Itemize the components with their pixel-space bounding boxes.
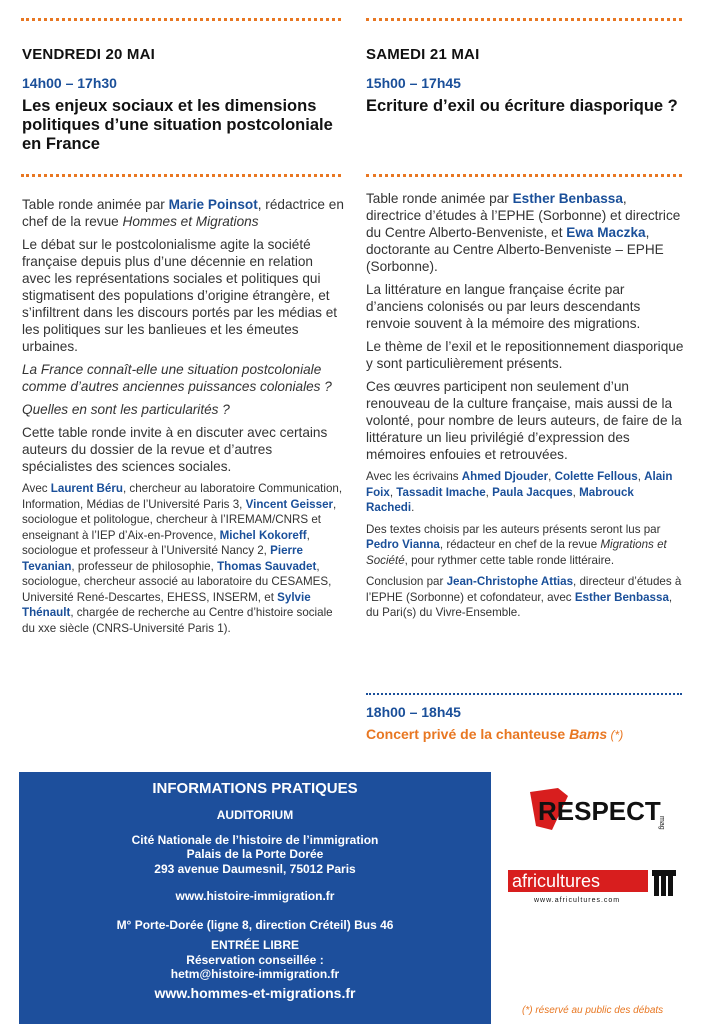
friday-question-2: Quelles en sont les particularités ? (22, 402, 230, 417)
info-address-2: Palais de la Porte Dorée (186, 847, 324, 861)
host-name: Ewa Maczka (566, 225, 646, 240)
mid-divider-left (21, 174, 341, 177)
info-website-link[interactable]: www.histoire-immigration.fr (175, 889, 335, 903)
saturday-paragraph-1: La littérature en langue française écrite par d’anciens colonisés ou par leurs descendants renvoie souvent à la mémoire des migrations. (366, 282, 641, 331)
info-website-2-link[interactable]: www.hommes-et-migrations.fr (154, 984, 356, 1001)
concert-title: Concert privé de la chanteuse Bams (*) (366, 726, 624, 742)
friday-question-1: La France connaît-elle une situation postcoloniale comme d’autres anciennes puissances coloniales ? (22, 362, 332, 394)
friday-intro: Table ronde animée par Marie Poinsot, rédactrice en chef de la revue Hommes et Migrations (22, 197, 344, 229)
info-address-3: 293 avenue Daumesnil, 75012 Paris (154, 861, 356, 876)
saturday-day: SAMEDI 21 MAI (366, 46, 480, 63)
speaker-name: Pierre Tevanian (22, 544, 303, 573)
saturday-paragraph-2: Le thème de l’exil et le repositionnement diasporique y sont particulièrement présents. (366, 339, 684, 371)
top-divider-right (366, 18, 682, 21)
host-name: Esther Benbassa (512, 191, 623, 206)
practical-info-box (19, 772, 491, 1024)
info-booking: Réservation conseillée : (186, 952, 324, 967)
respect-logo (528, 786, 670, 832)
svg-text:www.africultures.com: www.africultures.com (534, 897, 621, 904)
speaker-name: Laurent Béru (50, 482, 123, 495)
saturday-header (366, 46, 682, 116)
friday-day: VENDREDI 20 MAI (22, 46, 156, 63)
footnote: (*) réservé au public des débats (522, 1005, 664, 1016)
info-venue: AUDITORIUM (216, 808, 294, 822)
saturday-writers: Avec les écrivains Ahmed Djouder, Colette Fellous, Alain Foix, Tassadit Imache, Paula Jacques, Mabrouck Rachedi. (366, 470, 673, 514)
africultures-logo-text: africultures (512, 871, 601, 891)
speaker-name: Thomas Sauvadet (217, 559, 317, 573)
info-email-link[interactable]: hetm@histoire-immigration.fr (170, 967, 340, 981)
friday-paragraph-2: Cette table ronde invite à en discuter avec certains auteurs du dossier de la revue et d’autres spécialistes des sciences sociales. (22, 425, 328, 474)
info-transport: M° Porte-Dorée (ligne 8, direction Créteil) Bus 46 (116, 917, 394, 932)
concert-block (366, 704, 684, 742)
concert-divider (366, 693, 682, 695)
top-divider-left (21, 18, 341, 21)
concert-time: 18h00 – 18h45 (366, 704, 461, 720)
friday-header (22, 46, 342, 154)
info-entry: ENTRÉE LIBRE (210, 938, 299, 952)
saturday-paragraph-3: Ces œuvres participent non seulement d’un renouveau de la culture française, mais aussi de la volonté, pour nombre de leurs auteurs, de faire de la littérature un lieu privilégié d’expression des mémoires enfouies et retrouvées. (366, 379, 682, 462)
africultures-logo (508, 868, 680, 910)
saturday-readings: Des textes choisis par les auteurs présents seront lus par Pedro Vianna, rédacteur en chef de la revue Migrations et Société, pour rythmer cette table ronde littéraire. (366, 522, 667, 567)
friday-paragraph: Le débat sur le postcolonialisme agite la société française depuis plus d’une décennie en relation avec les représentations sociales et politiques qui stigmatisent des populations d’origine étrangère, et s’infiltrent dans les discours portés par les médias et les politiques sur les banlieues et les émeutes urbaines. (22, 237, 338, 354)
speaker-name: Vincent Geisser (245, 497, 334, 511)
info-heading: INFORMATIONS PRATIQUES (152, 780, 358, 797)
mid-divider-right (366, 174, 682, 177)
speaker-name: Michel Kokoreff (219, 528, 307, 542)
review-name: Hommes et Migrations (122, 214, 259, 229)
friday-body (22, 196, 344, 642)
saturday-time: 15h00 – 17h45 (366, 75, 461, 91)
saturday-intro: Table ronde animée par Esther Benbassa, directrice d’études à l’EPHE (Sorbonne) et directrice du Centre Alberto-Benveniste, et Ewa Maczka, doctorante au Centre Alberto-Benveniste – EPHE (Sorbonne). (366, 191, 681, 274)
friday-time: 14h00 – 17h30 (22, 75, 117, 91)
singer-name: Bams (569, 726, 608, 742)
friday-speakers: Avec Laurent Béru, chercheur au laboratoire Communication, Information, Médias de l’Université Paris 3, Vincent Geisser, sociologue et politologue, chercheur à l’IREMAM/CNRS et enseignant à l’IEP d’Aix-en-Provence, Michel Kokoreff, sociologue et professeur à l’Université Nancy 2, Pierre Tevanian, professeur de philosophie, Thomas Sauvadet, sociologue, chercheur associé au laboratoire du CESAMES, Université René-Descartes, EHESS, INSERM, et Sylvie Thénault, chargée de recherche au Centre d’histoire sociale du xxe siècle (CNRS-Université Paris 1). (22, 482, 343, 635)
saturday-title: Ecriture d’exil ou écriture diasporique ? (366, 97, 678, 115)
svg-text:mag: mag (658, 816, 665, 830)
respect-logo-text: RESPECT (538, 796, 661, 826)
host-name: Marie Poinsot (168, 197, 258, 212)
info-address-1: Cité Nationale de l’histoire de l’immigration (131, 832, 379, 847)
speaker-name: Sylvie Thénault (22, 590, 311, 619)
friday-title: Les enjeux sociaux et les dimensions politiques d’une situation postcoloniale en France (22, 97, 333, 153)
saturday-conclusion: Conclusion par Jean-Christophe Attias, directeur d’études à l’EPHE (Sorbonne) et cofondateur, avec Esther Benbassa, du Pari(s) du Vivre-Ensemble. (366, 575, 682, 619)
saturday-body (366, 190, 684, 627)
